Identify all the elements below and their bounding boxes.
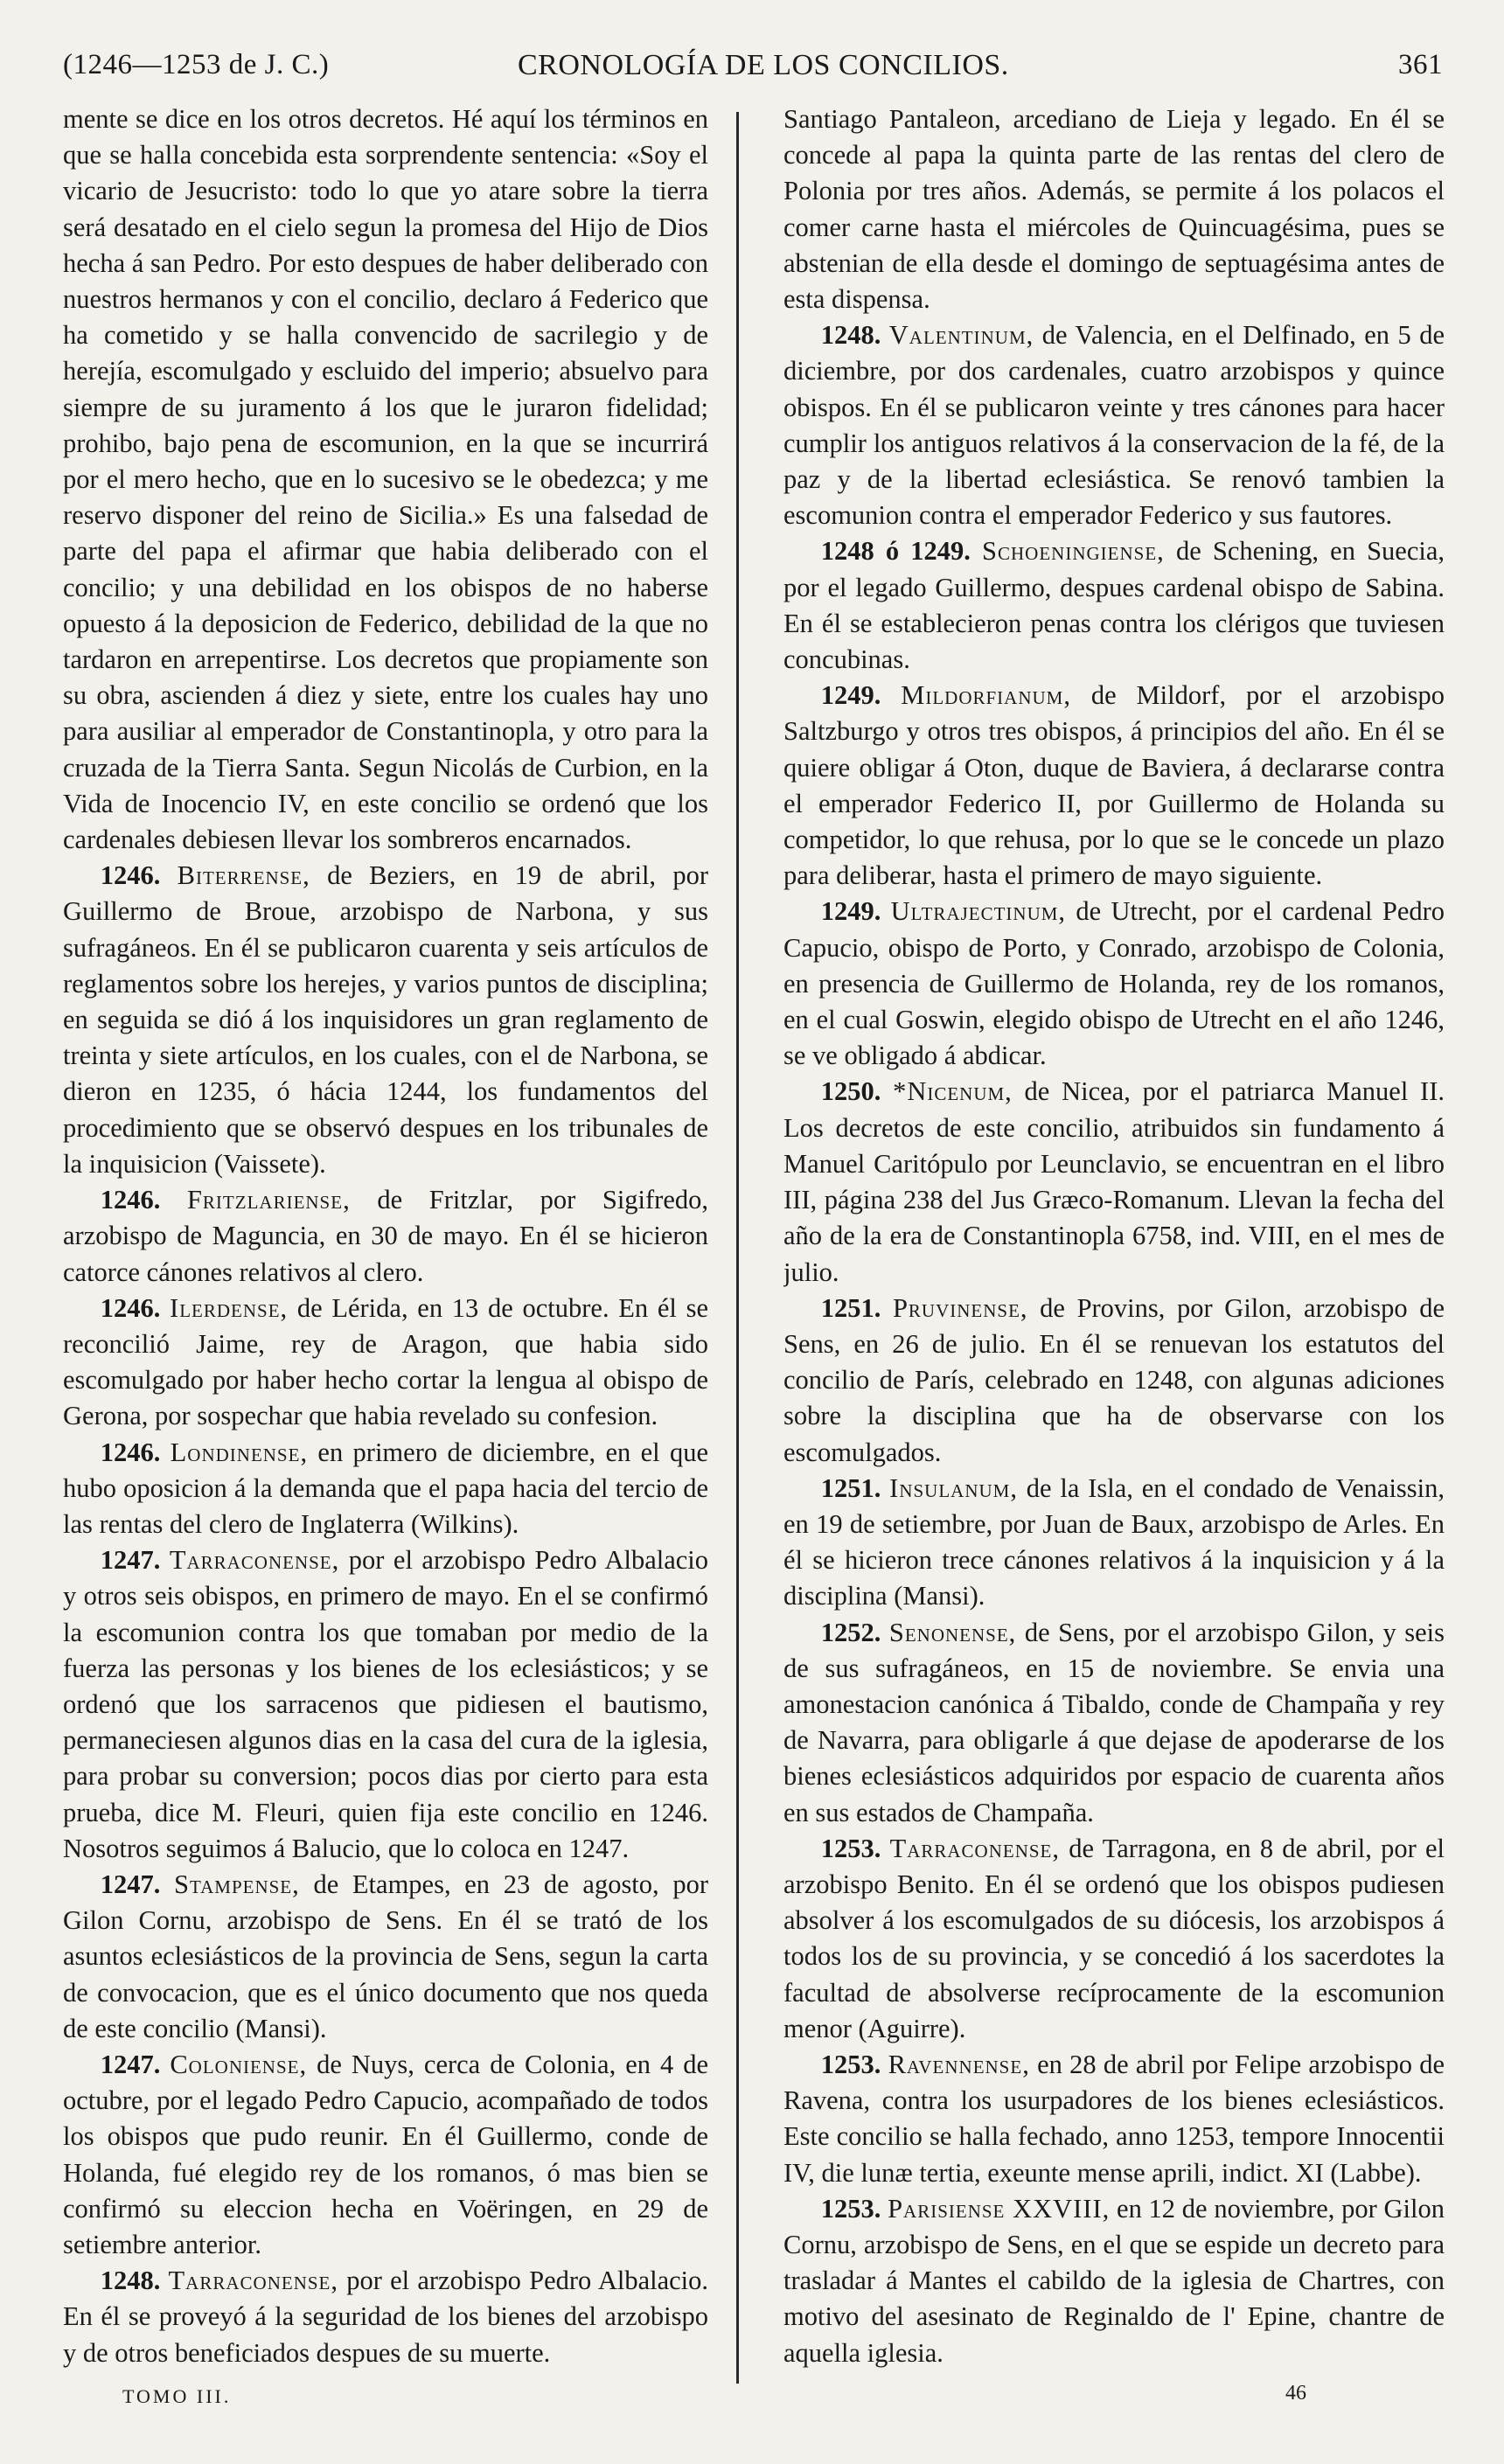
council-entry [783,1074,1445,1290]
entry-year: 1247. [100,1545,161,1576]
entry-text: en 28 de abril por Felipe arzobispo de Ravena, contra los usurpadores de los bienes eclesiásticos. Este concilio se halla fechado, anno 1253, tempore Innocentii IV, die lunæ tertia, exeunte mense aprili, indict. XI (Labbe). [783,2049,1445,2188]
council-name: Ravennense, [888,2049,1030,2079]
page-number: 361 [1398,49,1443,80]
council-entry [783,2371,1445,2375]
council-entry [63,1867,708,2047]
council-name: Ultrajectinum, [890,896,1067,927]
council-name: Insulanum, [889,1472,1018,1503]
council-name: Stampense, [174,1869,300,1899]
entry-year: 1248. [820,320,881,351]
entry-text: de Schening, en Suecia, por el legado Guillermo, despues cardenal obispo de Sabina. En él se establecieron penas contra los clérigos que tuviesen concubinas. [783,536,1445,675]
council-entry [63,2371,708,2375]
entry-text: por el arzobispo Pedro Albalacio. En él se proveyó á la seguridad de los bienes del arzobispo y de otros beneficiados despues de su muerte. [63,2266,708,2368]
council-entry [783,678,1445,894]
entry-text: de Nicea, por el patriarca Manuel II. Los decretos de este concilio, atribuidos sin fundamento á Manuel Caritópulo por Leunclavio, se encuentran en el libro III, página 238 del Jus Græco-Romanum. Llevan la fecha del año de la era de Constantinopla 6758, ind. VIII, en el mes de julio. [783,1076,1445,1287]
council-name: Pruvinense, [892,1292,1028,1323]
council-entry [63,2047,708,2263]
entry-text: de Tarragona, en 8 de abril, por el arzobispo Benito. En él se ordenó que los obispos pudiesen absolver á los escomulgados de su diócesis, los arzobispos á todos los de su provincia, y se concedió á los sacerdotes la facultad de absolverse recíprocamente de la escomunion menor (Aguirre). [783,1833,1445,2043]
entry-year: 1247. [100,1869,161,1899]
council-entry [783,1471,1445,1615]
page-header [63,49,1443,94]
entry-text: de Etampes, en 23 de agosto, por Gilon Cornu, arzobispo de Sens. En él se trató de los asuntos eclesiásticos de la provincia de Sens, segun la carta de convocacion, que es el único documento que nos queda de este concilio (Mansi). [63,1869,708,2043]
entry-year: 1247. [100,2049,161,2079]
entry-text: en 12 de noviembre, por Gilon Cornu, arzobispo de Sens, en el que se espide un decreto para trasladar á Mantes el cabildo de la iglesia de Chartres, con motivo del asesinato de Reginaldo de l' Epine, chantre de aquella iglesia. [783,2193,1445,2368]
council-name: Biterrense, [177,860,310,891]
entry-text: de Valencia, en el Delfinado, en 5 de diciembre, por dos cardenales, cuatro arzobispos y quince obispos. En él se publicaron veinte y tres cánones para hacer cumplir los antiguos relativos á la conservacion de la fé, de la paz y de la libertad eclesiástica. Se renovó tambien la escomunion contra el emperador Federico y sus fautores. [783,320,1445,531]
council-entry [783,2047,1445,2191]
entry-year: 1248. [100,2266,161,2296]
council-name: Tarraconense, [169,1545,340,1576]
council-entry [783,101,1445,317]
council-entry [63,1182,708,1291]
council-name: Tarraconense, [889,1833,1061,1863]
entry-year [821,2374,881,2375]
footer-volume: TOMO III. [122,2385,232,2407]
entry-text: mente se dice en los otros decretos. Hé aquí los términos en que se halla concebida esta sorprendente sentencia: «Soy el vicario de Jesucristo: todo lo que yo atare sobre la tierra será desatado en el cielo segun la promesa del Hijo de Dios hecha á san Pedro. Por esto despues de haber deliberado con nuestros hermanos y con el concilio, declaro á Federico que ha cometido y se halla convencido de sacrilegio y de herejía, escomulgado y escluido del imperio; absuelvo para siempre de su juramento á los que le juraron fidelidad; prohibo, bajo pena de escomunion, en la que se incurrirá por el mero hecho, que en lo sucesivo se le obedezca; y me reservo disponer del reino de Sicilia.» Es una falsedad de parte del papa el afirmar que habia deliberado con el concilio; y una debilidad en los obispos de no haberse opuesto á la deposicion de Federico, debilidad de la que no tardaron en arrepentirse. Los decretos que propiamente son su obra, ascienden á diez y siete, entre los cuales hay uno para ausiliar al emperador de Constantinopla, y otro para la cruzada de la Tierra Santa. Segun Nicolás de Curbion, en la Vida de Inocencio IV, en este concilio se ordenó que los cardenales debiesen llevar los sombreros encarnados. [63,104,708,855]
entry-year: 1249. [820,680,881,711]
entry-year: 1246. [100,860,161,891]
right-column [783,101,1445,2375]
entry-text: de Beziers, en 19 de abril, por Guillermo de Broue, arzobispo de Narbona, y sus sufragáneos. En él se publicaron cuarenta y seis artículos de reglamentos sobre los herejes, y varios puntos de disciplina; en seguida se dió á los inquisidores un gran reglamento de treinta y siete artículos, en los cuales, con el de Narbona, se dieron en 1235, ó hácia 1244, los fundamentos del procedimiento que se observó despues en los tribunales de la inquisicion (Vaissete). [63,860,708,1179]
entry-year: 1251. [820,1292,881,1323]
council-name [893,2374,1043,2375]
council-name: Parisiense XXVIII, [888,2193,1111,2224]
entry-year: 1252. [820,1617,881,1647]
header-date-range: (1246—1253 de J. C.) [63,49,330,80]
entry-text: de Sens, por el arzobispo Gilon, y seis de sus sufragáneos, en 15 de noviembre. Se envia una amonestacion canónica á Tibaldo, conde de Champaña y rey de Navarra, para obligarle á que dejase de apoderarse de los bienes eclesiásticos adquiridos por espacio de cuarenta años en sus estados de Champaña. [783,1617,1445,1827]
council-name: Senonense, [888,1617,1017,1647]
entry-text: de la Isla, en el condado de Venaissin, en 19 de setiembre, por Juan de Baux, arzobispo de Arles. En él se hicieron trece cánones relativos á la inquisicion y á la disciplina (Mansi). [783,1472,1445,1611]
council-name [170,2374,385,2375]
council-entry [783,317,1445,533]
column-divider [736,112,739,2384]
council-name: Mildorfianum, [901,680,1071,711]
council-entry [63,858,708,1182]
council-entry [783,1831,1445,2047]
entry-text: de Mildorf, por el arzobispo Saltzburgo y otros tres obispos, á principios del año. En él se quiere obligar á Oton, duque de Baviera, á declararse contra el emperador Federico II, por Guillermo de Holanda su competidor, lo que rehusa, por lo que se le concede un plazo para deliberar, hasta el primero de mayo siguiente. [783,680,1445,891]
entry-year: 1246. [100,1185,161,1215]
entry-year: 1246. [100,1292,161,1323]
entry-year: 1251. [820,1472,881,1503]
council-entry [783,533,1445,678]
council-name: Coloniense, [170,2049,308,2079]
council-entry [783,1615,1445,1831]
entry-year: 1253. [820,2049,881,2079]
council-entry [63,1542,708,1867]
council-entry [783,1291,1445,1471]
entry-text: de Nuys, cerca de Colonia, en 4 de octubre, por el legado Pedro Capucio, acompañado de todos los obispos que pudo reunir. En él Guillermo, conde de Holanda, fué elegido rey de los romanos, ó mas bien se confirmó su eleccion hecha en Voëringen, en 29 de setiembre anterior. [63,2049,708,2259]
council-name: Tarraconense, [168,2266,338,2296]
council-name: Valentinum, [888,320,1034,351]
council-entry [63,2263,708,2371]
footer-signature: 46 [1285,2382,1306,2405]
header-title: CRONOLOGÍA DE LOS CONCILIOS. [518,49,1009,81]
entry-text: de Fritzlar, por Sigifredo, arzobispo de Maguncia, en 30 de mayo. En él se hicieron catorce cánones relativos al clero. [63,1185,708,1287]
entry-text: por el arzobispo Pedro Albalacio y otros seis obispos, en primero de mayo. En el se confirmó la escomunion contra los que tomaban por medio de la fuerza las personas y los bienes de los eclesiásticos; y se ordenó que los sarracenos que pidiesen el bautismo, permaneciesen algunos dias en la casa del cura de la iglesia, para probar su conversion; pocos dias por cierto para esta prueba, dice M. Fleuri, quien fija este concilio en 1246. Nosotros seguimos á Balucio, que lo coloca en 1247. [63,1545,708,1863]
council-entry [63,101,708,858]
entry-text: Santiago Pantaleon, arcediano de Lieja y legado. En él se concede al papa la quinta parte de las rentas del clero de Polonia por tres años. Además, se permite á los polacos el comer carne hasta el miércoles de Quincuagésima, pues se abstenian de ella desde el domingo de septuagésima antes de esta dispensa. [783,104,1445,315]
council-name: *Nicenum, [893,1076,1013,1107]
council-name: Londinense, [170,1437,309,1467]
entry-year: 1253. [820,2193,881,2224]
entry-text [783,2374,1445,2375]
entry-year: 1253. [820,1833,881,1863]
entry-year [101,2374,161,2375]
council-entry [63,1291,708,1435]
entry-text: de Utrecht, por el cardenal Pedro Capucio, obispo de Porto, y Conrado, arzobispo de Colonia, en presencia de Guillermo de Holanda, rey de los romanos, en el cual Goswin, elegido obispo de Utrecht en el año 1246, se ve obligado á abdicar. [783,896,1445,1071]
entry-text: de Lérida, en 13 de octubre. En él se reconcilió Jaime, rey de Aragon, que habia sido escomulgado por haber hecho cortar la lengua al obispo de Gerona, por sospechar que habia revelado su confesion. [63,1292,708,1431]
council-entry [783,894,1445,1074]
council-name: Schoeningiense, [982,536,1165,567]
council-entry [783,2191,1445,2371]
council-name: Fritzlariense, [186,1185,351,1215]
council-name: Ilerdense, [170,1292,289,1323]
left-column [63,101,708,2375]
entry-year: 1249. [820,896,881,927]
entry-year: 1250. [820,1076,881,1107]
entry-year: 1246. [100,1437,161,1467]
council-entry [63,1435,708,1543]
entry-text: en primero de diciembre, en el que hubo oposicion á la demanda que el papa hacia del tercio de las rentas del clero de Inglaterra (Wilkins). [63,1437,708,1539]
entry-text: de Provins, por Gilon, arzobispo de Sens, en 26 de julio. En él se renuevan los estatutos del concilio de París, celebrado en 1248, con algunas adiciones sobre la disciplina que ha de observarse con los escomulgados. [783,1292,1445,1467]
entry-text [63,2374,708,2375]
entry-year: 1248 ó 1249. [820,536,971,567]
